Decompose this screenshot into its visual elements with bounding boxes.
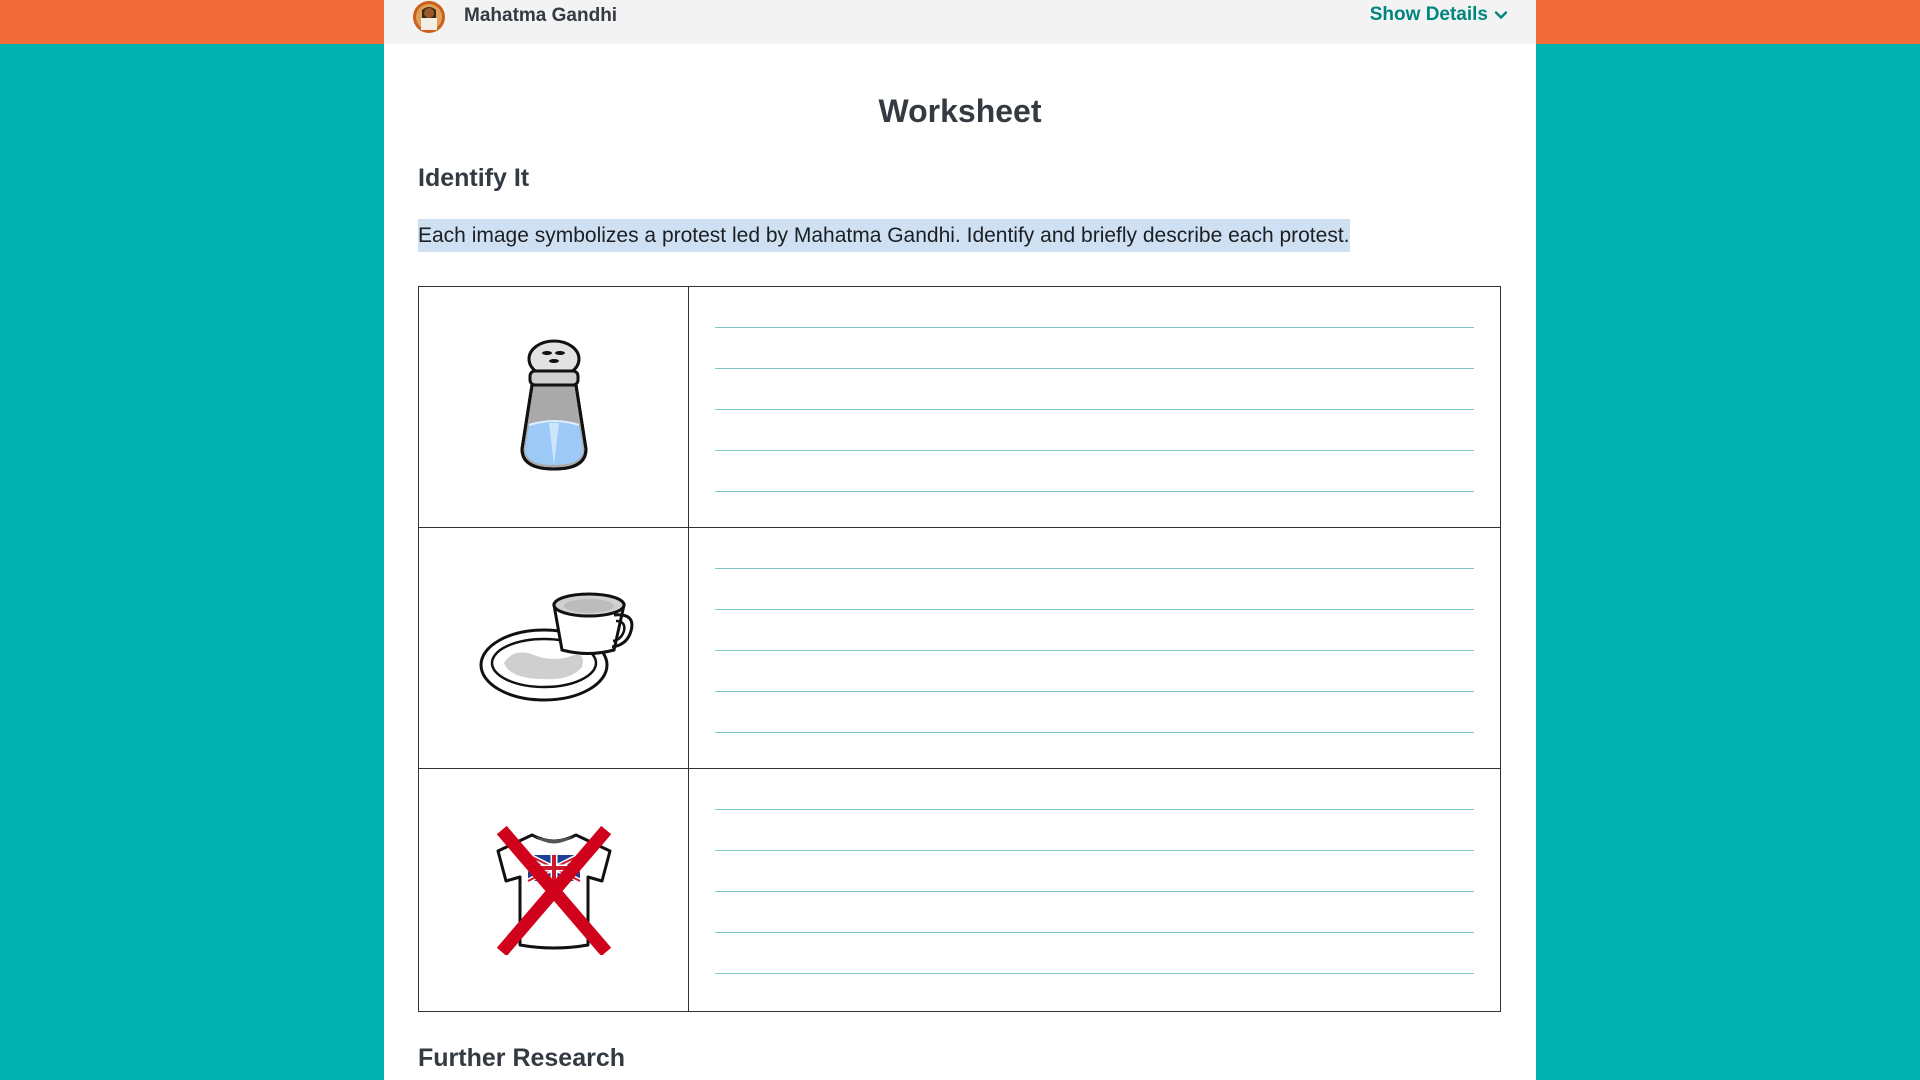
writing-line: [715, 409, 1474, 410]
salt-shaker-icon: [509, 337, 599, 477]
table-row: [419, 769, 1500, 1011]
show-details-button[interactable]: [1370, 4, 1508, 26]
writing-line: [715, 327, 1474, 328]
writing-line: [715, 368, 1474, 369]
writing-line: [715, 691, 1474, 692]
worksheet-page: [384, 0, 1536, 1080]
chevron-down-icon: [1494, 8, 1508, 22]
writing-line: [715, 809, 1474, 810]
writing-line: [715, 732, 1474, 733]
page-title: Worksheet: [878, 93, 1042, 129]
show-details-label: Show Details: [1369, 4, 1488, 25]
writing-line: [715, 650, 1474, 651]
writing-line: [715, 568, 1474, 569]
image-cell: [419, 528, 689, 768]
gandhi-avatar: [412, 0, 446, 34]
image-cell: [419, 287, 689, 527]
section-heading-identify: Identify It: [418, 164, 530, 192]
lesson-title: Mahatma Gandhi: [464, 5, 618, 26]
writing-line: [715, 450, 1474, 451]
answer-lines[interactable]: [689, 769, 1500, 1011]
lesson-header: [384, 0, 1536, 44]
writing-line: [715, 891, 1474, 892]
image-cell: [419, 769, 689, 1011]
teacup-saucer-icon: [474, 583, 634, 713]
writing-line: [715, 973, 1474, 974]
section-heading-further-research: Further Research: [418, 1044, 626, 1072]
writing-line: [715, 609, 1474, 610]
answer-lines[interactable]: [689, 287, 1500, 527]
writing-line: [715, 932, 1474, 933]
table-row: [419, 287, 1500, 528]
answer-lines[interactable]: [689, 528, 1500, 768]
table-row: [419, 528, 1500, 769]
crossed-out-british-shirt-icon: [484, 825, 624, 955]
writing-line: [715, 491, 1474, 492]
instructions-text: Each image symbolizes a protest led by Mahatma Gandhi. Identify and briefly describe each protest.: [418, 219, 1350, 252]
writing-line: [715, 850, 1474, 851]
worksheet-table: [418, 286, 1501, 1012]
